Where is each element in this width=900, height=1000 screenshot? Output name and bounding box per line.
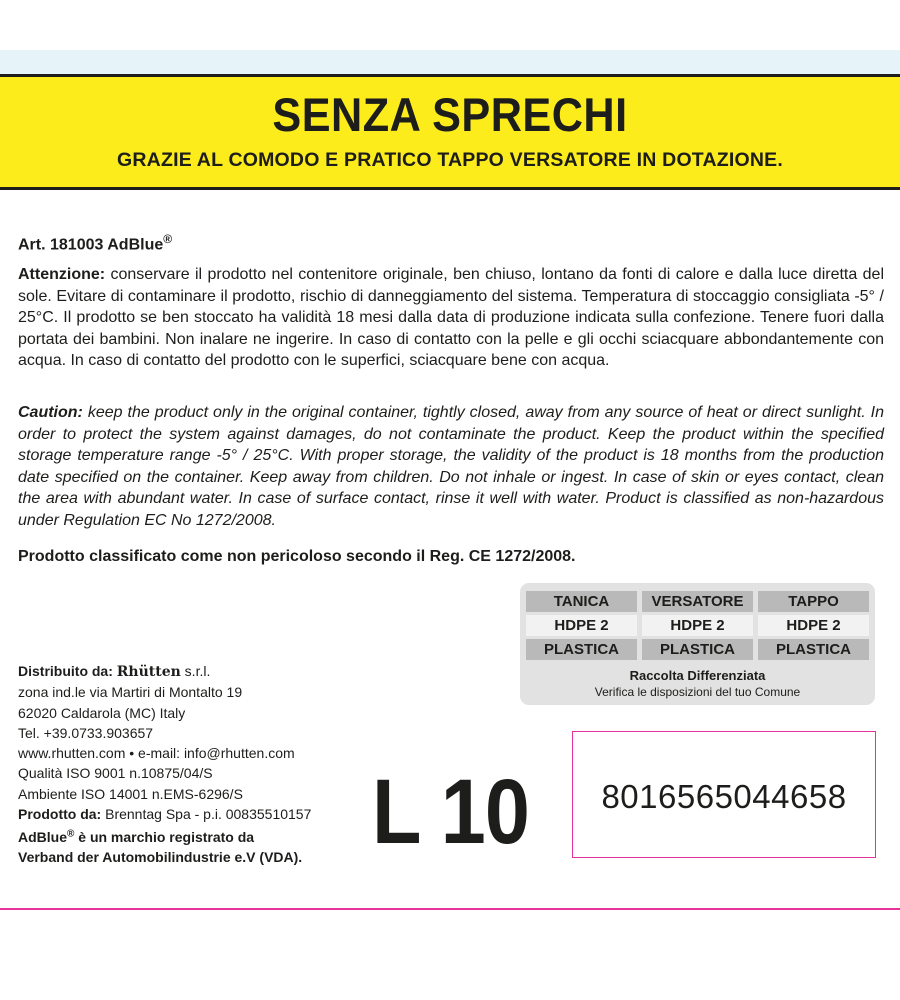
distributor-iso9001: Qualità ISO 9001 n.10875/04/S [18,765,213,782]
article-reg-mark: ® [163,232,173,246]
warning-en-text: keep the product only in the original container, tightly closed, away from any source of heat or direct sunlight. In order to protect the system against damages, do not contaminate the product. Keep the product within the specified storage temperature range -5° / 25°C. With proper storage, the validity of the product is 18 months from the production date specified on the container. Keep away from children. Do not inhale or ingest. In case of skin or eyes contact, clean the area with abundant water. In case of surface contact, rinse it well with water. Product is classified as non-hazardous under Regulation EC No 1272/2008. [18,404,884,529]
recycling-cell: TAPPO [758,591,869,612]
recycling-cell: HDPE 2 [642,615,753,636]
trademark-rest: è un marchio registrato da [74,829,255,846]
recycling-title: Raccolta Differenziata [629,668,766,683]
recycling-material-row [526,639,869,660]
recycling-cell: TANICA [526,591,637,612]
trademark-owner: Verband der Automobilindustrie e.V (VDA). [18,849,303,866]
barcode-number: 8016565044658 [601,778,847,815]
article-label: Art. 181003 AdBlue [18,236,164,254]
distributor-iso14001: Ambiente ISO 14001 n.EMS-6296/S [18,785,243,802]
banner-title: SENZA SPRECHI [272,88,628,141]
volume-label: L 10 [372,761,530,863]
top-color-strip [0,50,900,74]
headline-banner [0,74,900,190]
distributor-suffix: s.r.l. [180,663,211,679]
distributor-address2: 62020 Caldarola (MC) Italy [18,704,186,721]
distributor-web: www.rhutten.com • e-mail: info@rhutten.com [18,745,295,762]
warning-it-label: Attenzione: [18,266,106,283]
producer-name: Brenntag Spa - p.i. 00835510157 [101,806,312,823]
distributor-label: Distribuito da: [18,663,113,679]
distributor-info [18,661,368,868]
bottom-divider [0,908,900,910]
warning-it-text: conservare il prodotto nel contenitore originale, ben chiuso, lontano da fonti di calore e dalla luce diretta del sole. Evitare di contaminare il prodotto, rischio di danneggiamento del sistema. Temperatura di stoccaggio consigliata -5° / 25°C. Il prodotto se ben stoccato ha validità 18 mesi dalla data di produzione indicata sulla confezione. Tenere fuori dalla portata dei bambini. Non inalare ne ingerire. In caso di contatto con la pelle e gli occhi sciacquare abbondantemente con acqua. In caso di contatto del prodotto con le superfici, sciacquare bene con acqua. [18,266,884,370]
recycling-cell: PLASTICA [642,639,753,660]
barcode-box [572,731,876,858]
trademark-mark: ® [67,828,75,840]
distributor-address1: zona ind.le via Martiri di Montalto 19 [18,684,243,701]
recycling-cell: HDPE 2 [758,615,869,636]
recycling-note: Verifica le disposizioni del tuo Comune [594,685,801,699]
classification-note: Prodotto classificato come non pericoloso secondo il Reg. CE 1272/2008. [18,548,576,565]
trademark-brand: AdBlue [18,829,67,846]
warning-italian [18,264,884,372]
distributor-brand: Rhütten [116,664,181,680]
distributor-phone: Tel. +39.0733.903657 [18,724,154,741]
warning-english [18,402,884,532]
recycling-cell: PLASTICA [758,639,869,660]
recycling-table [520,583,875,705]
recycling-cell: HDPE 2 [526,615,637,636]
top-margin [0,0,900,50]
producer-label: Prodotto da: [18,806,102,823]
recycling-cell: VERSATORE [642,591,753,612]
recycling-cell: PLASTICA [526,639,637,660]
recycling-part-row [526,591,869,612]
article-heading [18,232,884,254]
warning-en-label: Caution: [18,404,83,421]
banner-subtitle: GRAZIE AL COMODO E PRATICO TAPPO VERSATORE IN DOTAZIONE. [117,149,783,171]
recycling-code-row [526,615,869,636]
